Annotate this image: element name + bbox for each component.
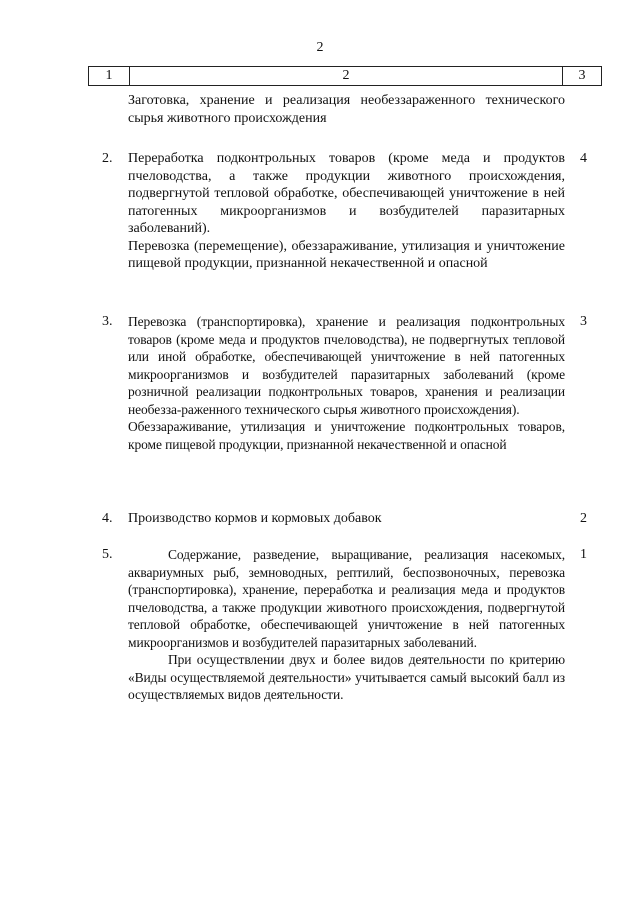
row-text xyxy=(128,510,565,528)
row-number: 5. xyxy=(102,547,113,562)
row-score: 2 xyxy=(580,511,587,526)
page-number: 2 xyxy=(316,40,324,55)
row-score: 1 xyxy=(580,547,587,562)
table-header-row xyxy=(88,66,602,86)
row-paragraph: Содержание, разведение, выращивание, реализация насекомых, аквариумных рыб, земноводных, рептилий, беспозвоночных, перевозка (транспортировка), хранение, переработка и реализация меда и продуктов пчеловодства, а также продукции животного происхождения, подвергнутой тепловой обработке, обеспечивающей уничтожение в ней патогенных микроорганизмов и возбудителей паразитарных заболеваний. xyxy=(128,547,565,650)
header-col-1: 1 xyxy=(89,67,130,85)
row-text xyxy=(128,150,565,273)
row-number: 3. xyxy=(102,314,113,329)
row-paragraph: Обеззараживание, утилизация и уничтожение подконтрольных товаров, кроме пищевой продукции, признанной некачественной и опасной xyxy=(128,419,565,452)
row-text xyxy=(128,546,565,704)
row-1-paragraph: Заготовка, хранение и реализация необеззараженного технического сырья животного происхождения xyxy=(128,93,565,126)
row-paragraph: При осуществлении двух и более видов деятельности по критерию «Виды осуществляемой деятельности» учитывается самый высокий балл из осуществляемых видов деятельности. xyxy=(128,652,565,702)
row-1-text xyxy=(128,92,565,127)
row-text xyxy=(128,313,565,453)
row-number: 4. xyxy=(102,511,113,526)
row-score: 3 xyxy=(580,314,587,329)
header-col-2: 2 xyxy=(130,67,563,85)
row-score: 4 xyxy=(580,151,587,166)
row-paragraph: Производство кормов и кормовых добавок xyxy=(128,511,382,526)
row-number: 2. xyxy=(102,151,113,166)
row-paragraph: Перевозка (перемещение), обеззараживание, утилизация и уничтожение пищевой продукции, признанной некачественной и опасной xyxy=(128,238,565,271)
row-paragraph: Переработка подконтрольных товаров (кроме меда и продуктов пчеловодства, а также продукции животного происхождения, подвергнутой тепловой обработке, обеспечивающей уничтожение в ней патогенных микроорганизмов и возбудителей паразитарных заболеваний). xyxy=(128,151,565,236)
header-col-3: 3 xyxy=(578,68,586,83)
row-paragraph: Перевозка (транспортировка), хранение и реализация подконтрольных товаров (кроме меда и продуктов пчеловодства), не подвергнутых тепловой или иной обработке, обеспечивающей уничтожение в ней патогенных микроорганизмов и возбудителей паразитарных заболеваний (кроме розничной реализации подконтрольных товаров, хранения и реализации необезза-раженного технического сырья животного происхождения). xyxy=(128,314,565,417)
